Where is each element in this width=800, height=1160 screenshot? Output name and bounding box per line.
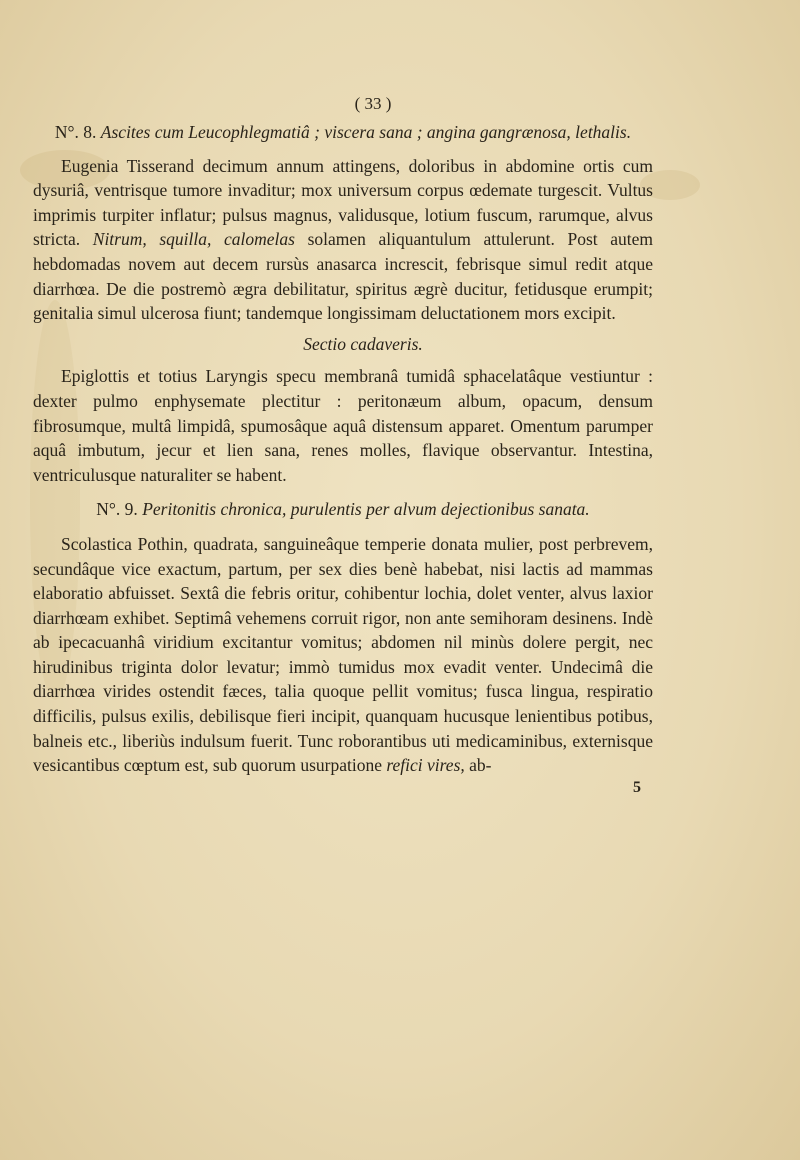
case-8-paragraph [33, 154, 653, 326]
section-title: Sectio cadaveris. [303, 333, 423, 354]
case-8-text-2: solamen aliquantulum attulerunt. Post autem hebdomadas novem aut decem rursùs anasarca increscit, febrisque simul redit atque diarrhœa. De die postremò ægra debilitatur, spiritus ægrè ducitur, fetidusque erumpit; genitalia simul ulcerosa fiunt; tandemque longissimam deluctationem mors excipit. [33, 229, 654, 324]
signature-mark: 5 [633, 778, 641, 796]
case-9-italic: refici vires, [386, 755, 465, 776]
case-9-paragraph [33, 532, 653, 778]
page-number: ( 33 ) [354, 94, 392, 113]
section-paragraph: Epiglottis et totius Laryngis specu membranâ tumidâ sphacelatâque vestiuntur : dexter pulmo enphysemate plectitur : peritonæum album, opacum, densum fibrosumque, multâ limpidâ, spumosâque aquâ distensum apparet. Omentum parumper aquâ imbutum, jecur et lien sana, renes molles, flavique observantur. Intestina, ventriculusque naturaliter se habent. [33, 366, 653, 485]
case-9-tail: ab- [469, 755, 492, 776]
case-8-drugs: Nitrum, squilla, calomelas [92, 229, 295, 250]
case-8-number: N°. 8. [54, 121, 97, 142]
case-8-title: Ascites cum Leucophlegmatiâ ; viscera sana ; angina gangrænosa, lethalis. [100, 121, 632, 142]
case-9-title: Peritonitis chronica, purulentis per alvum dejectionibus sanata. [142, 499, 590, 520]
case-8-text: Eugenia Tisserand decimum annum attingens, doloribus in abdomine ortis cum dysuriâ, ventrisque tumore invaditur; mox universum corpus œdemate turgescit. Vultus imprimis turpiter inflatur; pulsus magnus, validusque, lotium fuscum, rarumque, alvus stricta. [33, 155, 653, 250]
page-content [33, 92, 653, 798]
case-9-number: N°. 9. [96, 499, 138, 520]
case-9-heading [33, 497, 653, 522]
case-9-text: Scolastica Pothin, quadrata, sanguineâque temperie donata mulier, post perbrevem, secundâque vice exactum, partum, per sex dies benè habebat, nisi lactis ad mammas elaboratio abfuisset. Sextâ die febris oritur, cohibentur lochia, dolet venter, alvus laxior diarrhœam exhibet. Septimâ vehemens corruit rigor, non ante semihoram desinens. Indè ab ipecacuanhâ viridium excitantur vomitus; abdomen nil minùs dolere pergit, nec hirudinibus triginta dolor levatur; immò tumidus mox evadit venter. Undecimâ die diarrhœa virides ostendit fæces, talia quoque pellit vomitus; fusca lingua, respiratio difficilis, pulsus exilis, debilisque fieri incipit, quanquam hucusque lenientibus potibus, balneis etc., liberiùs indulsum fuerit. Tunc roborantibus uti medicaminibus, externisque vesicantibus cœptum est, sub quorum usurpatione [33, 533, 653, 776]
case-8-heading [33, 121, 653, 144]
